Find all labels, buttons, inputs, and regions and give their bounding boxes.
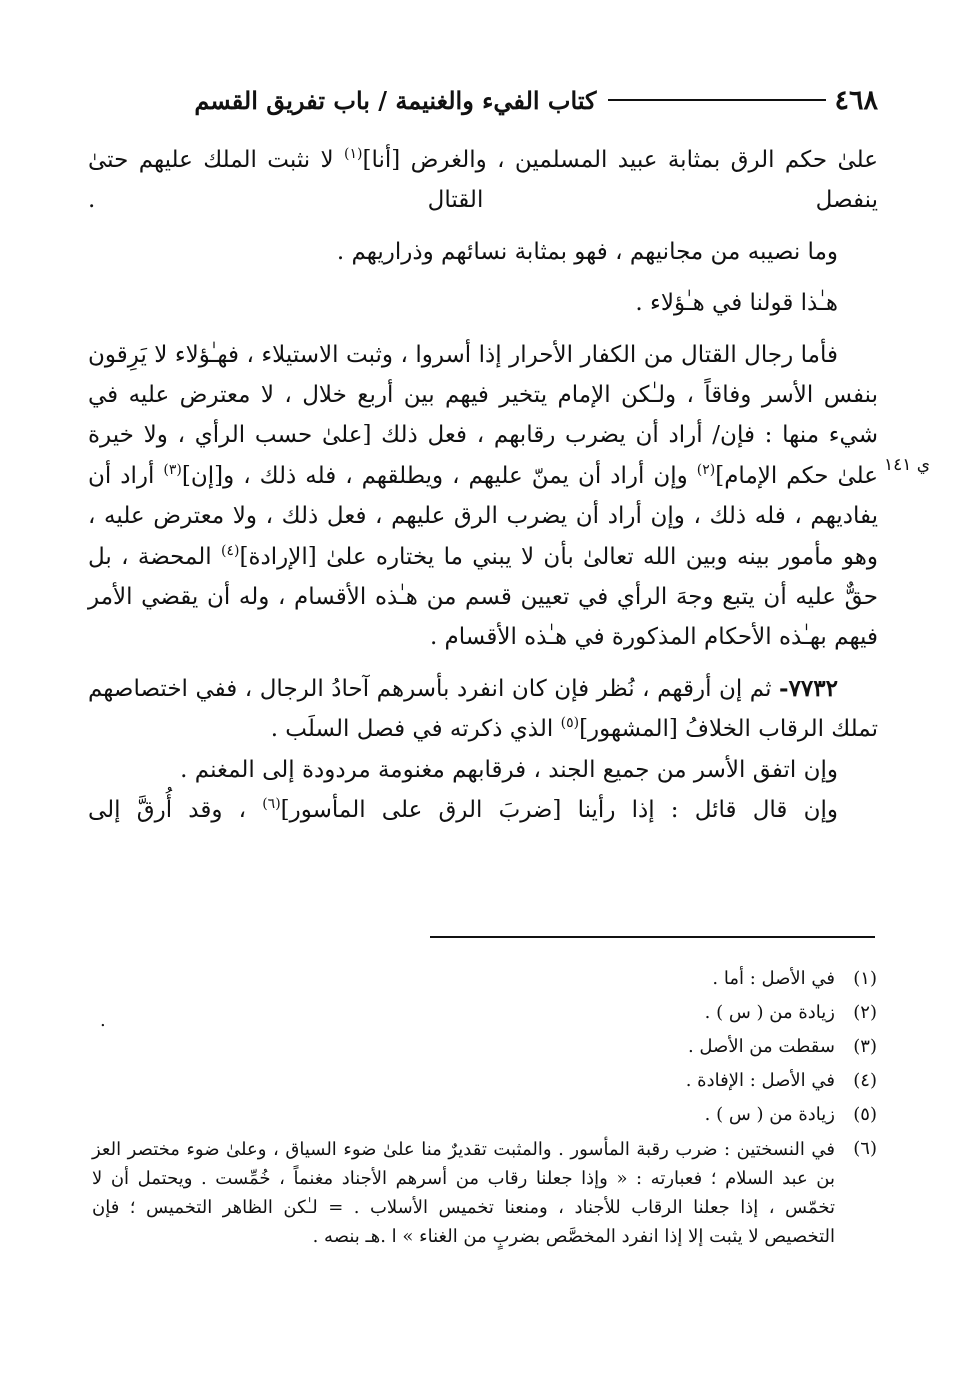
paragraph-3: هـٰذا قولنا في هـٰؤلاء .: [635, 290, 838, 317]
paragraph-text: المحضة ، بل حقٌّ عليه أن يتبع وجهَ الرأي في تعيين قسم من هـٰذه الأقسام ، وله أن يقضي الأمر فيهم بهـٰذه الأحكام المذكورة في هـٰذه الأقسام .: [88, 543, 878, 651]
footnote-ref-4: (٤): [221, 542, 240, 559]
paragraph-text: وإن قال قائل : إذا رأينا [ضربَ الرق على المأسور]: [280, 797, 838, 824]
footnote-ref-1: (١): [344, 146, 363, 162]
paragraph-text: ثم إن أرقهم ، نُظر فإن كان انفرد بأسرهم آحادُ الرجال ، ففي اختصاصهم تملك الرقاب الخلافُ [المشهور]: [88, 675, 878, 743]
paragraph-5: [88, 669, 878, 750]
footnote-text: سقطت من الأصل .: [687, 1036, 835, 1057]
footnote-number: (٢): [853, 1002, 877, 1023]
footnote: [92, 1132, 877, 1251]
paragraph-text: ، وقد أُرقَّ إلى: [88, 797, 263, 824]
paragraph-text: وإن أراد أن يمنّ عليهم ، ويطلقهم ، فله ذلك ، و[إن]: [181, 462, 697, 489]
paragraph-7: [88, 790, 878, 830]
running-header: [88, 78, 878, 122]
main-text: [88, 140, 878, 831]
footnote: [92, 1064, 877, 1098]
footnote-separator: [430, 936, 875, 938]
margin-reference: ي ١٤١: [884, 455, 931, 475]
paragraph-text: الذي ذكرته في فصل السلَب .: [270, 716, 561, 743]
footnote-text: في الأصل : أما .: [712, 968, 835, 989]
footnote-text: زيادة من ( س ) .: [704, 1104, 835, 1125]
footnote-number: (١): [853, 968, 877, 989]
footnote-text: في النسختين : ضرب رقبة المأسور . والمثبت تقديرٌ منا علىٰ ضوء السياق ، وعلىٰ ضوء مختصر العز بن عبد السلام ؛ فعبارته : « وإذا جعلنا رقاب من أسرهم الأجناد مغنماً ، خُمِّست . ويحتمل أن لا تخمّس ، إذا جعلنا الرقاب للأجناد ، ومنعنا تخميس الأسلاب . = لـٰكن الظاهر التخميس ؛ فإن التخصيص لا يثبت إلا إذا انفرد المخصَّص بضربٍ من الغناء » ا .هـ بنصه .: [92, 1139, 835, 1247]
page-number: ٤٦٨: [834, 84, 878, 116]
paragraph-6: وإن اتفق الأسر من جميع الجند ، فرقابهم مغنومة مردودة إلى المغنم .: [180, 756, 838, 783]
section-number: ٧٧٣٢-: [779, 674, 838, 702]
footnote-text: في الأصل : الإفادة .: [685, 1070, 835, 1091]
paragraph-text: لا نثبت الملك عليهم حتىٰ ينفصل القتال .: [88, 147, 878, 214]
paragraph-1: [88, 140, 878, 221]
footnotes: [92, 962, 877, 1251]
footnote: [92, 1098, 877, 1132]
footnote-ref-6: (٦): [262, 796, 281, 813]
paragraph-text: فأما رجال القتال من الكفار الأحرار إذا أسروا ، وثبت الاستيلاء ، فهـٰؤلاء لا يَرِقون بنفس الأسر وفاقاً ، ولـٰكن الإمام يتخير فيهم بين أربع خلال ، لا معترض عليه في شيء منها : فإن/ أراد أن يضرب رقابهم ، فعل ذلك [علىٰ حسب الرأي ، ولا خيرة علىٰ حكم الإمام]: [88, 341, 878, 489]
footnote: [92, 962, 877, 996]
stray-mark: .: [100, 1010, 106, 1031]
footnote-number: (٥): [853, 1104, 877, 1125]
footnote-number: (٣): [853, 1036, 877, 1057]
footnote-number: (٦): [853, 1138, 877, 1159]
footnote-text: زيادة من ( س ) .: [704, 1002, 835, 1023]
footnote-ref-5: (٥): [560, 715, 580, 732]
paragraph-text: علىٰ حكم الرق بمثابة عبيد المسلمين ، والغرض [أنا]: [362, 147, 878, 173]
paragraph-2: وما نصيبه من مجانيهم ، فهو بمثابة نسائهم وذراريهم .: [336, 238, 838, 265]
header-rule: [608, 99, 826, 101]
paragraph-4: [88, 335, 878, 658]
footnote-ref-2: (٢): [696, 461, 716, 478]
footnote-number: (٤): [853, 1070, 877, 1091]
paragraph-text: أراد أن يفاديهم ، فله ذلك ، وإن أراد أن يضرب الرق عليهم ، فعل ذلك ، ولا معترض عليه ، وهو مأمور بينه وبين الله تعالىٰ بأن لا يبني ما يختاره علىٰ [الإرادة]: [88, 462, 878, 570]
running-title: كتاب الفيء والغنيمة / باب تفريق القسم: [194, 85, 597, 115]
footnote: [92, 1030, 877, 1064]
footnote-ref-3: (٣): [163, 461, 182, 478]
footnote: [92, 996, 877, 1030]
